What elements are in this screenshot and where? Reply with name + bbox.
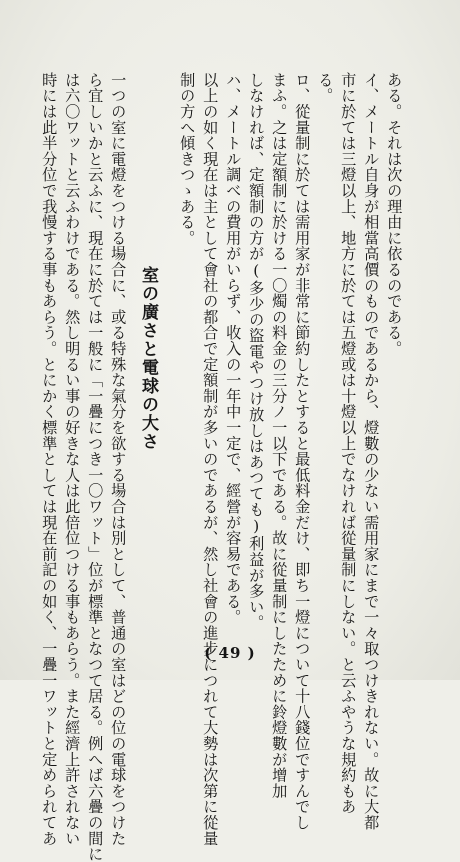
section-heading: 室の廣さと電球の大さ — [138, 266, 158, 451]
text-line-4: る。 — [316, 72, 335, 104]
text-line-5: ロ、從量制に於ては需用家が非常に節約したとすると最低料金だけ、即ち一燈について十八錢位ですんでし — [293, 72, 312, 831]
text-line-8: ハ、メートル調べの費用がいらず、收入の一年中一定で、經營が容易である。 — [224, 72, 243, 625]
text-line-10: 制の方へ傾きつゝある。 — [178, 72, 197, 246]
page-number: ( 49 ) — [204, 644, 256, 662]
text-line-9: 以上の如く現在は主として會社の都合で定額制が多いのであるが、然し社會の進步につれて大勢は次第に從量 — [201, 72, 220, 847]
text-line-2: イ、メートル自身が相當高價のものであるから、燈數の少ない需用家にまで一々取つけきれない。故に大都 — [362, 72, 381, 831]
text-line-3: 市に於ては三燈以上、地方に於ては五燈或は十燈以上でなければ從量制にしない。と云ふやうな規約もあ — [339, 72, 358, 815]
text-line-1: ある。それは次の理由に依るのである。 — [385, 72, 404, 357]
text-line-6: まふ。之は定額制に於ける一〇燭の料金の三分ノ一以下である。故に從量制にしたために鈴燈數が增加 — [270, 72, 289, 799]
text-line-14: 時には此半分位で我慢する事もあらう。とにかく標準としては現在前記の如く、一疊一ワットと定められてあ — [40, 72, 59, 847]
text-line-12: ら宜しいかと云ふに、現在に於ては一般に「一疊につき一〇ワット」位が標準となつて居る。例へば六疊の間に — [86, 72, 105, 862]
text-line-7: しなければ、定額制の方が(多少の盜電やつけ放しはあつても)利益が多い。 — [247, 72, 266, 631]
text-line-13: は六〇ワットと云ふわけである。然し明るい事の好きな人は此倍位つける事もあらう。また經濟上許されない — [63, 72, 82, 847]
text-line-11: 一つの室に電燈をつける場合に、或る特殊な氣分を欲する場合は別として、普通の室はどの位の電球をつけた — [109, 72, 128, 847]
